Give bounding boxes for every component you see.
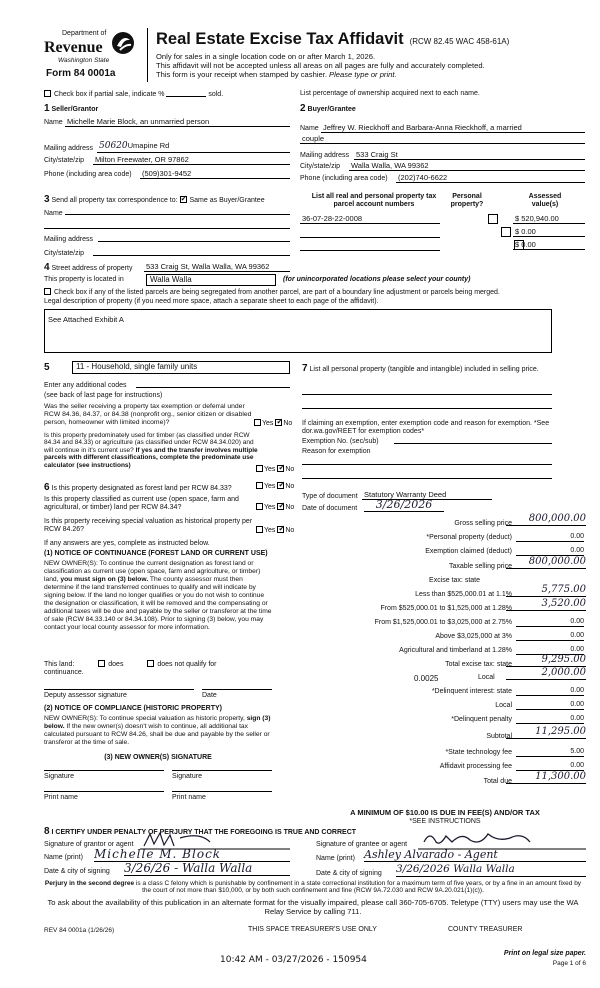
seller-mail-value: Umapine Rd <box>127 141 170 150</box>
q-current-use-yes-checkbox[interactable] <box>256 503 263 510</box>
tax-rows-label-0: Gross selling price <box>454 520 512 527</box>
q-timber-yes-checkbox[interactable] <box>256 465 263 472</box>
timber-question: Is this property predominately used for timber (as classified under RCW 84.34 and 84.33) or agriculture (as classified under RCW 84.34.020) and will continue in it's current use? <box>44 432 254 454</box>
seller-heading: Seller/Grantor <box>51 106 99 113</box>
deputy-date-label: Date <box>202 692 217 699</box>
tax-rows-label-2: Exemption claimed (deduct) <box>425 548 512 555</box>
section-2-number: 2 <box>300 103 306 114</box>
seller-name-label: Name <box>44 119 63 126</box>
new-owner-signature-heading: (3) NEW OWNER(S) SIGNATURE <box>104 754 212 761</box>
additional-codes-field[interactable] <box>136 387 290 388</box>
current-use-question: Is this property classified as current use (open space, farm and agricultural, or timber) land per RCW 84.34? <box>44 496 239 512</box>
same-as-buyer-label: Same as Buyer/Grantee <box>189 197 265 204</box>
tax-brackets-label-4: Agricultural and timberland at 1.28% <box>399 647 512 654</box>
tax-tail-label-0: *Delinquent interest: state <box>431 688 512 695</box>
notice-continuance-text-a: NEW OWNER(S): To continue the current designation as forest land or classification as current use (open space, farm and agriculture, or timber) land, <box>44 560 261 584</box>
buyer-city-field[interactable]: Walla Walla, WA 99362 <box>349 161 585 171</box>
perjury-notice-text: is a class C felony which is punishable by confinement in a state correctional institution for a maximum term of five years, or by a fine in an amount fixed by the court of not more than $10,000, or by both such confinement and fine (RCW 9A.72.030 and RCW 9A.20.021(1)(c)). <box>134 880 582 895</box>
q-exemption-yes-label: Yes <box>262 420 274 427</box>
section-7-number: 7 <box>302 363 308 374</box>
notice-continuance-heading: (1) NOTICE OF CONTINUANCE (FOREST LAND OR CURRENT USE) <box>44 550 268 557</box>
personal-col-header: Personal property? <box>450 193 484 209</box>
corr-city-field[interactable] <box>93 255 290 256</box>
instruction-line-3-italic: Please type or print. <box>329 70 397 80</box>
q-forest-yes-label: Yes <box>264 483 276 490</box>
legal-size-note: Print on legal size paper. <box>503 950 586 957</box>
personal-property-label: List all personal property (tangible and intangible) included in selling price. <box>309 366 539 373</box>
tax-brackets-label-1: From $525,000.01 to $1,525,000 at 1.28% <box>380 605 512 612</box>
tax-rows-value-1[interactable]: 0.00 <box>516 533 584 542</box>
tax-brackets-label-0: Less than $525,000.01 at 1.1% <box>415 591 512 598</box>
location-select-value: Walla Walla <box>150 275 192 284</box>
local-tax-label: Local <box>478 674 495 681</box>
doc-date-field[interactable]: 3/26/2026 <box>364 498 444 512</box>
tax-rows-label-3: Taxable selling price <box>448 563 512 570</box>
tax-tail-value-3[interactable]: 11,295.00 <box>506 726 586 739</box>
county-treasurer-label: COUNTY TREASURER <box>448 926 523 933</box>
parcel-number-3[interactable] <box>300 240 440 251</box>
land-does-not-checkbox[interactable] <box>147 660 154 667</box>
exemption-number-field[interactable] <box>394 443 552 444</box>
tax-tail-label-1: Local <box>495 702 512 709</box>
segregated-label: Check box if any of the listed parcels are being segregated from another parcel, are part of a boundary line adjustment or parcels being merged. <box>53 289 500 296</box>
notice-continuance-text-c: The county assessor must then determine if the land transferred continues to qualify and will indicate by signing below. If the land no longer qualifies or you do not wish to continue the designation or classification, it will be removed and the compensating or additional taxes will be due and payable by the seller or transferor at the time of sale (RCW 84.33.140 or 84.34.108). Prior to signing (3) below, you may contact your local county assessor for more information. <box>44 576 272 632</box>
personal-property-field-2[interactable] <box>302 408 552 409</box>
parcel-number-1[interactable]: 36-07-28-22-0008 <box>300 214 440 224</box>
deputy-date-field[interactable] <box>202 689 272 690</box>
deputy-signature-label: Deputy assessor signature <box>44 692 127 699</box>
new-owner-signature-2[interactable] <box>172 770 272 771</box>
notice-continuance-text-b: you must sign on (3) below. <box>60 576 149 584</box>
grantee-name-label: Name (print) <box>316 855 355 862</box>
corr-name-field-2[interactable] <box>44 228 290 229</box>
continuance-label: continuance. <box>44 669 84 676</box>
buyer-city-label: City/state/zip <box>300 163 341 170</box>
new-owner-signature-1[interactable] <box>44 770 164 771</box>
exemption-reason-label: Reason for exemption <box>302 448 371 455</box>
buyer-phone-field[interactable]: (202)740-6622 <box>396 173 585 183</box>
personal-property-checkbox-1[interactable] <box>488 214 498 224</box>
corr-mail-field[interactable] <box>98 241 290 242</box>
assessed-value-1[interactable]: $ 520,940.00 <box>513 214 585 224</box>
exemption-reason-field-2[interactable] <box>302 478 552 479</box>
legal-label: Legal description of property (if you need more space, attach a separate sheet to each page of the affidavit). <box>44 298 379 305</box>
q-historic-no-label: No <box>285 527 295 534</box>
exemption-claim-label: If claiming an exemption, enter exemption code and reason for exemption. *See dor.wa.gov/REET for exemption codes* <box>302 420 550 436</box>
unincorporated-note: (for unincorporated locations please select your county) <box>283 276 471 283</box>
buyer-phone-label: Phone (including area code) <box>300 175 388 182</box>
assessed-value-3[interactable]: $ 0.00 <box>513 240 585 250</box>
new-owner-print-2[interactable] <box>172 791 272 792</box>
forest-question: Is this property designated as forest land per RCW 84.33? <box>51 485 232 492</box>
corr-name-field[interactable] <box>65 214 290 215</box>
tax-brackets-value-1[interactable]: 3,520.00 <box>506 598 586 611</box>
new-owner-print-label-2: Print name <box>172 794 206 801</box>
additional-codes-label: Enter any additional codes <box>44 382 127 389</box>
tax-tail-label-5: Affidavit processing fee <box>439 763 512 770</box>
notice-compliance-text-a: NEW OWNER(S): To continue special valuation as historic property, <box>44 715 247 722</box>
perjury-notice-bold: Perjury in the second degree <box>44 880 135 887</box>
q-exemption-no-checkbox[interactable] <box>275 419 282 426</box>
revenue-wordmark: Revenue <box>44 39 103 56</box>
section-4-number: 4 <box>44 262 50 273</box>
tax-rows-value-2[interactable]: 0.00 <box>516 547 584 556</box>
street-field[interactable]: 533 Craig St, Walla Walla, WA 99362 <box>144 262 290 272</box>
tax-tail-value-2[interactable]: 0.00 <box>516 715 584 724</box>
instruction-line-2: This affidavit will not be accepted unless all areas on all pages are fully and accurately completed. <box>156 60 485 70</box>
section-6-number: 6 <box>44 482 50 493</box>
seller-mail-field[interactable] <box>97 141 290 153</box>
grantee-date-field[interactable]: 3/26/2026 Walla Walla <box>396 863 586 877</box>
see-instructions-label: (see back of last page for instructions) <box>44 392 163 399</box>
legal-description-box[interactable] <box>44 309 552 353</box>
notice-compliance-text <box>44 715 272 747</box>
section-5-number: 5 <box>44 362 50 373</box>
form-title: Real Estate Excise Tax Affidavit <box>156 30 404 48</box>
tax-tail-value-5[interactable]: 0.00 <box>516 762 584 771</box>
partial-sale-checkbox[interactable] <box>44 90 51 97</box>
notice-compliance-text-c: If the new owner(s) doesn't wish to continue, all additional tax calculated pursuant to RCW 84.26, shall be due and payable by the seller or transferor at the time of sale. <box>44 723 270 747</box>
total-state-label: Total excise tax: state <box>445 661 512 668</box>
tax-brackets-value-3[interactable]: 0.00 <box>516 632 584 641</box>
grantor-name-label: Name (print) <box>44 854 83 861</box>
timber-question-bold: If yes and the transfer involves multiple parcels with different classifications, complete the predominate use calculator (see instructions) <box>44 446 258 469</box>
q-forest-no-label: No <box>285 483 295 490</box>
tax-tail-value-6[interactable]: 11,300.00 <box>506 771 586 784</box>
local-tax-value[interactable]: 2,000.00 <box>506 667 586 680</box>
q-timber-no-checkbox[interactable] <box>277 465 284 472</box>
tax-rows-label-1: *Personal property (deduct) <box>426 534 512 541</box>
land-use-value: 11 - Household, single family units <box>76 362 198 371</box>
q-historic-no-checkbox[interactable] <box>277 526 284 533</box>
partial-percent-field[interactable] <box>166 90 206 97</box>
assessed-value-2[interactable]: $ 0.00 <box>513 227 585 237</box>
personal-property-checkbox-2[interactable] <box>501 227 511 237</box>
ownership-note: List percentage of ownership acquired next to each name. <box>300 90 480 97</box>
section-1-number: 1 <box>44 103 50 114</box>
q-current-use-no-checkbox[interactable] <box>277 503 284 510</box>
section-8-number: 8 <box>44 826 50 837</box>
seller-phone-label: Phone (including area code) <box>44 171 132 178</box>
dor-swirl-icon <box>110 30 136 56</box>
seller-mail-handwritten: 50620 <box>99 141 128 151</box>
doc-type-field[interactable]: Statutory Warranty Deed <box>362 490 492 500</box>
q-current-use-yes-label: Yes <box>264 504 276 511</box>
grantee-signature[interactable] <box>418 828 586 850</box>
new-owner-signature-label-1: Signature <box>44 773 74 780</box>
tax-tail-value-4[interactable]: 5.00 <box>516 748 584 757</box>
tax-brackets-value-2[interactable]: 0.00 <box>516 618 584 627</box>
tax-rows-value-3[interactable]: 800,000.00 <box>506 556 586 569</box>
seller-city-field[interactable]: Milton Freewater, OR 97862 <box>93 155 290 165</box>
q-forest-yes-checkbox[interactable] <box>256 482 263 489</box>
grantee-date-label: Date & city of signing <box>316 870 382 877</box>
dept-label: Department of <box>62 30 107 37</box>
page-number: Page 1 of 6 <box>552 960 586 967</box>
corr-mail-label: Mailing address <box>44 236 94 243</box>
if-any-yes-note: If any answers are yes, complete as instructed below. <box>44 540 210 547</box>
certify-statement: I CERTIFY UNDER PENALTY OF PERJURY THAT THE FOREGOING IS TRUE AND CORRECT <box>51 829 357 836</box>
grantee-name-field[interactable]: Ashley Alvarado - Agent <box>364 848 586 862</box>
doc-type-label: Type of document <box>302 493 358 500</box>
tax-tail-label-2: *Delinquent penalty <box>451 716 512 723</box>
correspondence-label: Send all property tax correspondence to: <box>51 197 178 204</box>
exemption-reason-field[interactable] <box>302 464 552 465</box>
parcel-number-2[interactable] <box>300 227 440 238</box>
location-select[interactable] <box>146 274 276 286</box>
q-forest-no-checkbox[interactable] <box>277 482 284 489</box>
form-rcw: (RCW 82.45 WAC 458-61A) <box>409 37 510 46</box>
dor-logo <box>44 30 144 80</box>
tax-brackets-value-0[interactable]: 5,775.00 <box>506 584 586 597</box>
notice-compliance-heading: (2) NOTICE OF COMPLIANCE (HISTORIC PROPERTY) <box>44 705 222 712</box>
located-label: This property is located in <box>44 276 124 283</box>
tax-tail-label-3: Subtotal <box>486 733 512 740</box>
assessed-col-header: Assessed value(s) <box>528 193 562 209</box>
tax-tail-value-0[interactable]: 0.00 <box>516 687 584 696</box>
grantor-date-field[interactable]: 3/26/26 - Walla Walla <box>124 861 290 876</box>
same-as-buyer-checkbox[interactable] <box>180 196 187 203</box>
form-number: Form 84 0001a <box>46 68 116 79</box>
legal-description-value: See Attached Exhibit A <box>48 315 124 324</box>
personal-property-field-1[interactable] <box>302 394 552 395</box>
seller-phone-field[interactable]: (509)301-9452 <box>140 169 290 179</box>
parcel-col-header: List all real and personal property tax parcel account numbers <box>311 193 437 209</box>
revision-label: REV 84 0001a (1/26/26) <box>44 927 115 934</box>
q-historic-yes-label: Yes <box>264 527 276 534</box>
land-use-select[interactable] <box>72 361 290 374</box>
instruction-line-3: This form is your receipt when stamped by cashier. <box>156 70 330 80</box>
buyer-name-label: Name <box>300 125 319 132</box>
q-historic-yes-checkbox[interactable] <box>256 526 263 533</box>
grantor-date-label: Date & city of signing <box>44 868 110 875</box>
grantee-signature-label: Signature of grantee or agent <box>316 841 408 848</box>
this-land-label: This land: <box>44 661 75 668</box>
tax-brackets-label-3: Above $3,025,000 at 3% <box>435 633 512 640</box>
corr-city-label: City/state/zip <box>44 250 85 257</box>
street-label: Street address of property <box>51 265 133 272</box>
q-current-use-no-label: No <box>285 504 295 511</box>
notice-continuance-text <box>44 560 272 632</box>
local-rate-value: 0.0025 <box>414 674 439 683</box>
tax-tail-label-4: *State technology fee <box>445 749 512 756</box>
form-title-block <box>156 30 586 79</box>
tax-rows-value-0[interactable]: 800,000.00 <box>506 513 586 526</box>
historic-question: Is this property receiving special valuation as historical property per RCW 84.26? <box>44 518 253 534</box>
q-exemption-yes-checkbox[interactable] <box>254 419 261 426</box>
perjury-notice <box>40 880 586 895</box>
buyer-name-field-2[interactable]: couple <box>300 134 585 144</box>
grantor-name-field[interactable]: Michelle M. Block <box>94 847 290 862</box>
corr-name-label: Name <box>44 210 63 217</box>
land-does-label: does <box>108 661 124 668</box>
exemption-number-label: Exemption No. (sec/sub) <box>302 438 379 445</box>
q-timber-no-label: No <box>285 466 295 473</box>
tax-tail-label-6: Total due <box>483 778 512 785</box>
new-owner-print-label-1: Print name <box>44 794 78 801</box>
partial-sale-label: Check box if partial sale, indicate % <box>53 91 165 98</box>
state-label: Washington State <box>58 57 110 64</box>
notice-compliance-text-b: sign (3) below. <box>44 715 271 731</box>
new-owner-signature-label-2: Signature <box>172 773 202 780</box>
buyer-name-field-1[interactable]: Jeffrey W. Rieckhoff and Barbara-Anna Rieckhoff, a married <box>321 123 585 133</box>
seller-city-label: City/state/zip <box>44 157 85 164</box>
excise-tax-state-heading: Excise tax: state <box>429 577 480 584</box>
land-does-not-label: does not qualify for <box>157 661 217 668</box>
see-instructions-note: *SEE INSTRUCTIONS <box>409 818 481 825</box>
grantor-signature-label: Signature of grantor or agent <box>44 841 134 848</box>
doc-date-label: Date of document <box>302 505 358 512</box>
tax-tail-value-1[interactable]: 0.00 <box>516 701 584 710</box>
buyer-mail-field[interactable]: 533 Craig St <box>354 150 585 160</box>
partial-sold-label: sold. <box>208 91 224 98</box>
header-divider <box>147 28 148 82</box>
minimum-due-note: A MINIMUM OF $10.00 IS DUE IN FEE(S) AND/OR TAX <box>350 808 540 817</box>
seller-name-field[interactable]: Michelle Marie Block, an unmarried person <box>65 117 290 127</box>
seller-mail-label: Mailing address <box>44 145 94 152</box>
q-exemption-no-label: No <box>283 420 293 427</box>
new-owner-print-1[interactable] <box>44 791 164 792</box>
tax-brackets-label-2: From $1,525,000.01 to $3,025,000 at 2.75% <box>374 619 512 626</box>
accessibility-note: To ask about the availability of this publication in an alternate format for the visually impaired, please call 360-705-6705. Teletype (TTY) users may use the WA Relay Service by calling 711. <box>47 898 579 917</box>
treasurer-use-label: THIS SPACE TREASURER'S USE ONLY <box>248 926 377 933</box>
section-3-number: 3 <box>44 194 50 205</box>
exemption-question: Was the seller receiving a property tax exemption or deferral under RCW 84.36, 84.37, or 84.38 (nonprofit org., senior citizen or disabled person, homeowner with limited income)? <box>44 403 252 426</box>
land-does-checkbox[interactable] <box>98 660 105 667</box>
recording-stamp: 10:42 AM - 03/27/2026 - 150954 <box>220 955 367 965</box>
segregated-checkbox[interactable] <box>44 288 51 295</box>
buyer-mail-label: Mailing address <box>300 152 350 159</box>
buyer-heading: Buyer/Grantee <box>307 106 356 113</box>
total-state-value[interactable]: 9,295.00 <box>506 654 586 667</box>
instruction-line-1: Only for sales in a single location code on or after March 1, 2026. <box>156 51 376 61</box>
deputy-signature-field[interactable] <box>44 689 194 690</box>
tax-brackets-value-4[interactable]: 0.00 <box>516 646 584 655</box>
q-timber-yes-label: Yes <box>264 466 276 473</box>
